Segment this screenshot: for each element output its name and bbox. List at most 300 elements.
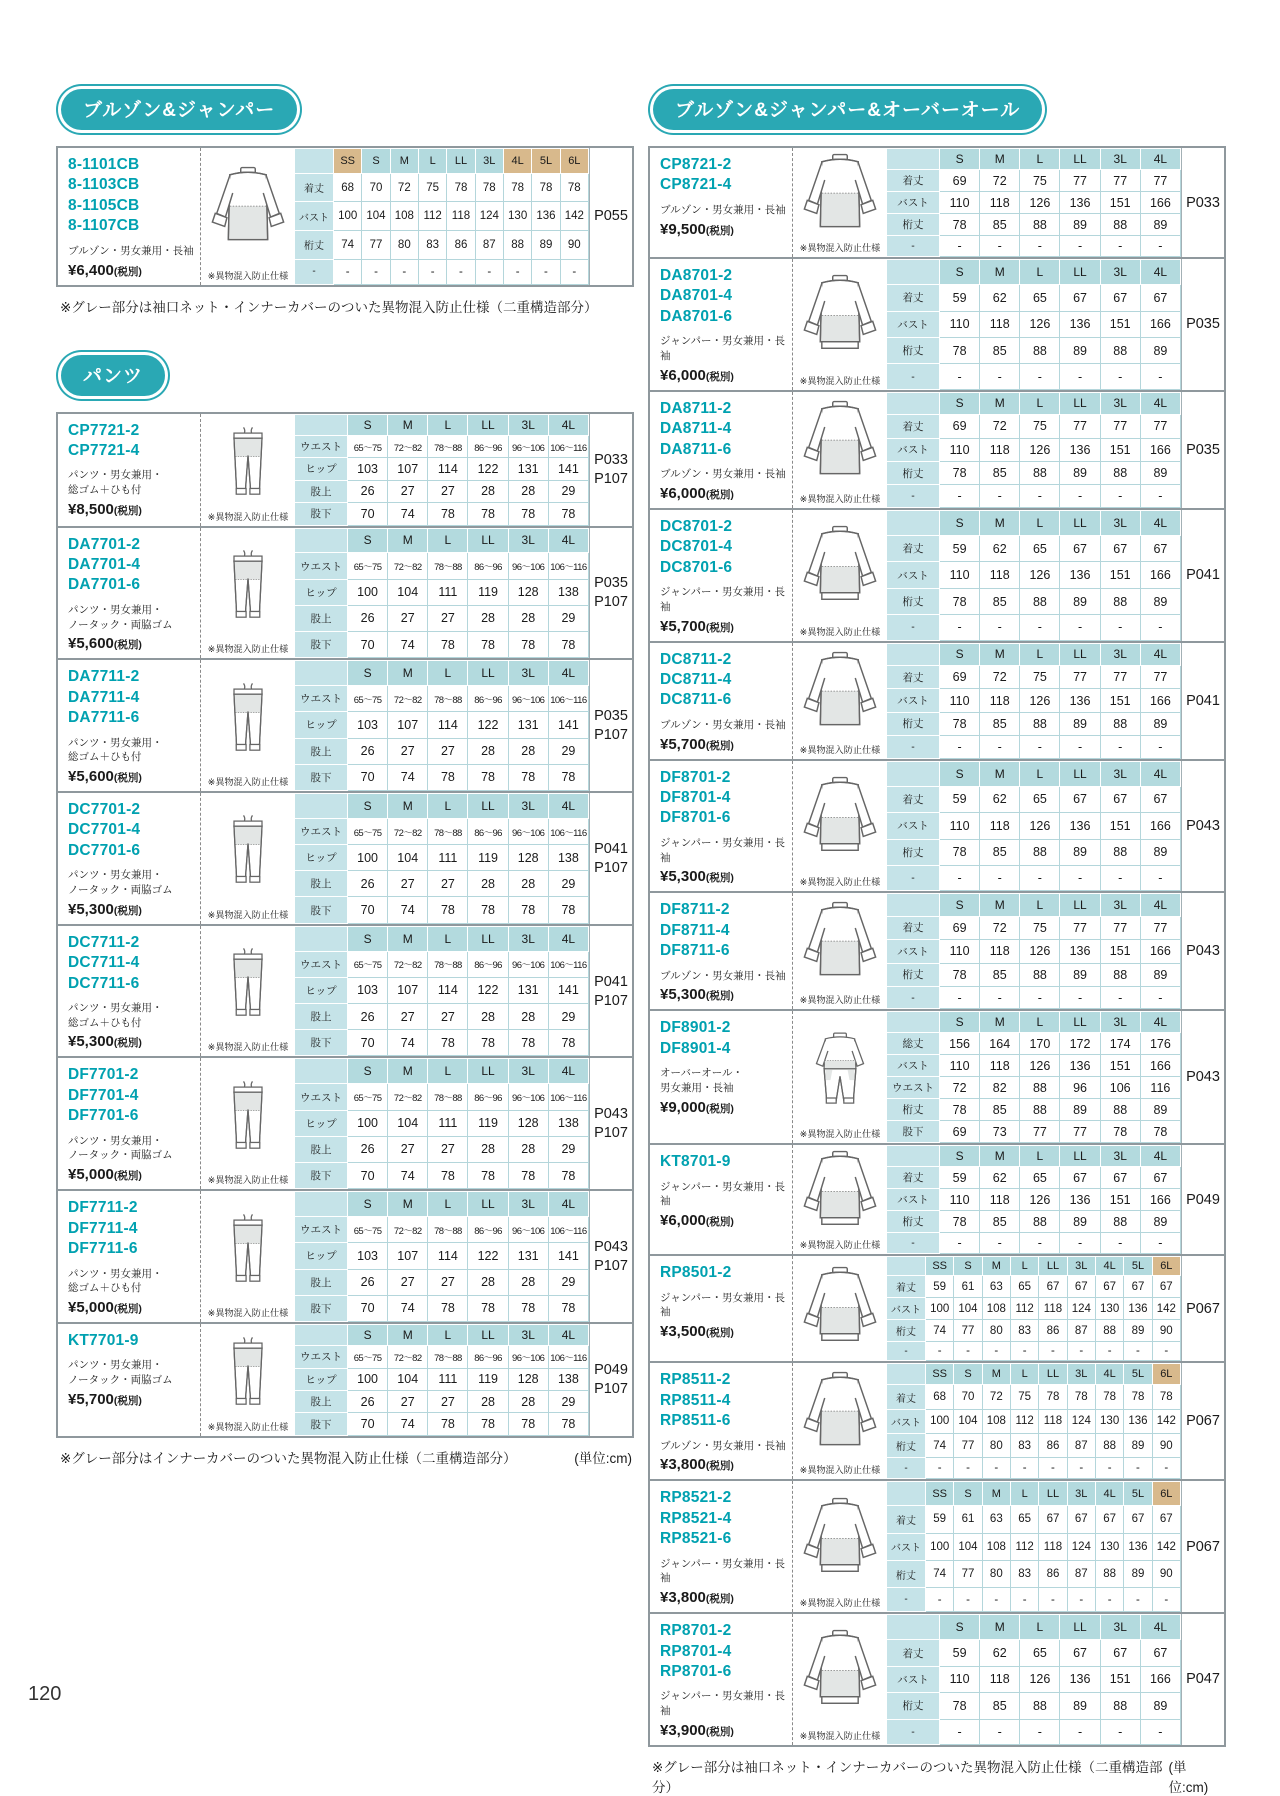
size-column-header: 3L [1100,894,1140,916]
product-row [648,146,1226,259]
product-codes [68,1065,194,1126]
measure-value: 118 [980,192,1020,214]
size-column-header: LL [468,1059,508,1084]
product-code: RP8501-2 [660,1264,732,1282]
measure-row [887,1588,1181,1612]
measure-value: 88 [1095,1434,1123,1458]
size-column-header: S [348,926,388,951]
measure-value: 136 [1060,940,1100,963]
measure-value: 138 [548,1110,588,1136]
measure-value: 142 [560,202,588,231]
measure-value: 126 [1020,438,1060,461]
measure-label: 股上 [295,605,348,631]
measure-value: 28 [468,1269,508,1295]
measure-value: 78 [548,897,588,923]
size-column-header: M [388,661,428,686]
measure-value: 67 [1060,786,1100,812]
measure-label: 着丈 [887,916,940,939]
measure-value: 27 [428,1269,468,1295]
measure-value: 89 [1060,1099,1100,1121]
section-footnote: ※グレー部分は袖口ネット・インナーカバーのついた異物混入防止仕様（二重構造部分） [60,299,598,315]
size-column-header: 5L [1124,1364,1152,1385]
page-reference [1181,1481,1224,1612]
measure-value: 118 [980,689,1020,712]
measure-row [887,940,1181,963]
measure-value: 124 [1067,1298,1095,1320]
price-tax-label: (税別) [705,1725,734,1738]
measure-value: 90 [560,231,588,260]
description-line: パンツ・男女兼用・ [68,469,163,482]
size-header-row [887,1257,1181,1276]
page-ref: P035 [1186,316,1220,333]
measure-value: 111 [428,1368,468,1390]
measure-label: ウエスト [295,435,348,457]
garment-illustration [792,643,886,759]
price-tax-label: (税別) [113,904,142,917]
measure-value: 86～96 [468,1084,508,1110]
measure-value: 118 [1039,1298,1067,1320]
measure-value: 26 [348,1269,388,1295]
measure-value: 88 [1100,1693,1140,1719]
measure-row [295,605,589,631]
product-price [660,868,786,885]
measure-value: 28 [468,605,508,631]
measure-row [887,1533,1181,1560]
product-row [648,891,1226,1011]
measure-row [887,916,1181,939]
page-reference [1181,643,1224,759]
measure-value: 86 [1039,1560,1067,1587]
measure-value: - [1020,364,1060,389]
measure-row [295,231,589,260]
price-amount: ¥6,000 [660,484,706,502]
measure-value: 104 [954,1409,982,1433]
size-column-header: 5L [1124,1482,1152,1506]
measure-value: 72～82 [388,1217,428,1243]
measure-value: 136 [1060,192,1100,214]
measure-value: - [1140,986,1180,1008]
size-column-header: S [940,643,980,665]
section-footnote: ※グレー部分はインナーカバーのついた異物混入防止仕様（二重構造部分） [60,1450,517,1466]
product-info [650,259,792,390]
measure-value: 78 [508,503,548,525]
measure-value: - [1152,1458,1180,1479]
measure-value: 78～88 [428,818,468,844]
size-column-header: 4L [1140,1615,1180,1640]
measure-value: - [1010,1588,1038,1612]
measure-value: - [1095,1342,1123,1361]
corner-cell [295,1192,348,1217]
measure-value: 103 [348,977,388,1003]
measure-value: 67 [1100,536,1140,562]
product-info [650,1614,792,1745]
page-ref: P107 [594,594,628,611]
measure-label: 着丈 [887,285,940,311]
measure-value: 116 [1140,1077,1180,1099]
product-description [660,467,786,482]
measure-row [295,712,589,738]
measure-value: 86～96 [468,1217,508,1243]
measure-value: - [980,485,1020,507]
measure-value: 164 [980,1033,1020,1055]
measure-value: 29 [548,605,588,631]
measure-value: 28 [508,480,548,502]
measure-value: 77 [1100,415,1140,438]
size-column-header: M [388,414,428,435]
price-tax-label: (税別) [113,1394,142,1407]
garment-illustration [200,1324,294,1436]
measure-value: 78 [428,897,468,923]
measure-value: 86～96 [468,686,508,712]
product-code: DF8701-6 [660,809,731,827]
measure-value: 63 [982,1276,1010,1298]
measure-label: 桁丈 [887,839,940,865]
measure-value: 96～106 [508,951,548,977]
measure-value: 77 [1060,1121,1100,1143]
measure-row [887,963,1181,986]
measure-value: 65～75 [348,553,388,579]
product-code: DF8711-6 [660,942,730,960]
size-table [294,528,589,659]
product-description [660,1689,786,1718]
price-tax-label: (税別) [705,739,734,752]
description-line: ブルゾン・男女兼用・長袖 [660,468,786,481]
measure-value: 89 [1140,963,1180,986]
measure-value: 67 [1100,1640,1140,1666]
measure-value: 96～106 [508,435,548,457]
product-description [68,868,194,897]
product-codes [660,1370,786,1431]
size-column-header: 6L [1152,1364,1180,1385]
measure-value: - [447,259,475,284]
measure-value: 96～106 [508,1217,548,1243]
product-info [650,1145,792,1254]
measure-row [295,818,589,844]
size-column-header: 3L [508,1192,548,1217]
measure-value: 77 [1060,415,1100,438]
size-column-header: S [348,1192,388,1217]
measure-label: 股上 [295,1136,348,1162]
measure-value: 87 [1067,1560,1095,1587]
measure-value: 107 [388,1243,428,1269]
product-code: DA7711-4 [68,688,140,706]
size-column-header: 4L [1140,149,1180,170]
size-column-header: S [940,149,980,170]
measure-value: 89 [1124,1320,1152,1342]
measure-value: 103 [348,458,388,480]
measure-label: ヒップ [295,458,348,480]
measure-label: バスト [887,1409,926,1433]
measure-value: 142 [1152,1533,1180,1560]
measure-value: 86 [1039,1320,1067,1342]
description-line: ブルゾン・男女兼用・長袖 [660,1439,786,1452]
measure-value: - [1020,615,1060,640]
product-price [68,1033,194,1050]
measure-label: 股上 [295,480,348,502]
measure-value: - [1060,485,1100,507]
price-amount: ¥3,900 [660,1721,706,1739]
measure-value: 85 [980,1099,1020,1121]
jumper-drawing [800,513,880,624]
page-ref: P043 [1186,943,1220,960]
description-line: ジャンパー・男女兼用・長袖 [660,1291,786,1319]
measure-value: 26 [348,871,388,897]
product-info [650,893,792,1009]
description-line: ジャンパー・男女兼用・長袖 [660,335,786,363]
measure-value: 28 [508,1269,548,1295]
measure-value: 78 [1140,1121,1180,1143]
measure-value: 78 [1095,1385,1123,1409]
product-codes [660,399,786,460]
product-codes [68,800,194,861]
description-line: 総ゴム＋ひも付 [68,484,142,497]
contamination-note: ※異物混入防止仕様 [207,644,288,655]
corner-cell [295,1324,348,1345]
size-column-header: L [428,926,468,951]
product-code: DC7711-6 [68,974,140,992]
measure-label: 着丈 [887,170,940,192]
measure-value: 63 [982,1506,1010,1533]
measure-value: - [1067,1342,1095,1361]
measure-row [887,562,1181,588]
measure-row [887,364,1181,389]
measure-value: - [1100,615,1140,640]
page-reference [589,660,632,791]
size-column-header: 3L [508,926,548,951]
product-codes [68,1331,194,1351]
measure-value: 85 [980,963,1020,986]
measure-row [295,553,589,579]
measure-label: 桁丈 [887,1320,926,1342]
product-description [660,585,786,614]
measure-value: 65 [1020,1167,1060,1189]
measure-value: 89 [1140,712,1180,735]
measure-value: 88 [1020,1693,1060,1719]
size-column-header: M [388,528,428,553]
size-column-header: S [362,149,390,174]
measure-value: 106～116 [548,818,588,844]
product-description [660,1557,786,1586]
measure-value: 75 [1020,170,1060,192]
right-column [648,84,1226,1796]
measure-value: 126 [1020,689,1060,712]
size-header-row [295,149,589,174]
size-column-header: LL [1060,643,1100,665]
measure-value: 80 [982,1320,1010,1342]
product-code: DF8901-2 [660,1019,731,1037]
measure-value: 28 [508,871,548,897]
measure-row [887,415,1181,438]
measure-value: 78～88 [428,1346,468,1368]
measure-value: 100 [926,1409,954,1433]
price-tax-label: (税別) [113,1037,142,1050]
measure-value: 85 [980,839,1020,865]
product-row [648,508,1226,643]
size-column-header: L [428,414,468,435]
measure-value: 88 [1100,214,1140,236]
measure-value: - [980,1233,1020,1254]
measure-value: 65 [1010,1506,1038,1533]
garment-illustration [792,1363,886,1479]
measure-value: - [1140,736,1180,758]
measure-row [887,536,1181,562]
measure-label: - [887,1342,926,1361]
product-price [68,501,194,518]
pants-drawing [213,796,283,907]
measure-value: 88 [1020,338,1060,364]
measure-value: 108 [982,1298,1010,1320]
size-column-header: 3L [475,149,503,174]
size-column-header: LL [1039,1482,1067,1506]
product-row [648,1612,1226,1747]
size-header-row [295,793,589,818]
contamination-note: ※異物混入防止仕様 [799,877,880,889]
size-column-header: M [980,761,1020,786]
size-column-header: L [428,1324,468,1345]
measure-row [887,712,1181,735]
measure-row [295,1084,589,1110]
contamination-note: ※異物混入防止仕様 [799,1465,880,1477]
product-description [660,718,786,733]
product-info [650,1256,792,1361]
product-info [58,148,200,285]
size-header-row [887,1615,1181,1640]
page-ref: P067 [1186,1413,1220,1430]
description-line: パンツ・男女兼用・ [68,1134,163,1147]
garment-illustration [792,148,886,257]
measure-value: 65～75 [348,686,388,712]
price-amount: ¥5,600 [68,635,114,653]
measure-value: 87 [475,231,503,260]
price-amount: ¥5,700 [68,1390,114,1408]
measure-value: 86 [1039,1434,1067,1458]
measure-value: 78 [940,963,980,986]
measure-label: バスト [887,1666,940,1692]
measure-value: 77 [1140,665,1180,688]
size-column-header: LL [468,414,508,435]
measure-value: 96～106 [508,553,548,579]
measure-value: 110 [940,438,980,461]
measure-value: 136 [1124,1298,1152,1320]
measure-row [295,845,589,871]
product-codes [660,155,786,196]
size-column-header: 4L [548,1324,588,1345]
size-table [886,1481,1181,1612]
size-column-header: M [980,510,1020,535]
measure-value: 72 [390,173,418,202]
measure-value: 72～82 [388,553,428,579]
size-column-header: LL [1060,761,1100,786]
size-table [886,761,1181,892]
measure-value: 104 [388,1110,428,1136]
measure-value: 114 [428,1243,468,1269]
measure-value: 78 [508,1162,548,1188]
garment-illustration [200,1191,294,1322]
section-badge: パンツ [61,355,165,396]
price-amount: ¥5,000 [68,1166,114,1184]
measure-value: 106～116 [548,435,588,457]
product-code: RP8521-4 [660,1509,732,1527]
measure-value: 78～88 [428,1217,468,1243]
measure-label: 桁丈 [887,1211,940,1233]
measure-value: - [1060,236,1100,257]
blouson-drawing [800,395,880,491]
measure-value: 67 [1140,786,1180,812]
blouson-drawing [800,896,880,992]
corner-cell [887,1257,926,1276]
measure-value: - [503,259,531,284]
measure-value: 29 [548,1391,588,1413]
measure-row [887,236,1181,257]
measure-value: 65～75 [348,1217,388,1243]
page-ref: P107 [594,859,628,876]
pants-drawing [213,929,283,1040]
measure-label: - [887,866,940,891]
measure-value: 26 [348,738,388,764]
measure-value: 77 [1060,916,1100,939]
measure-value: 77 [954,1560,982,1587]
measure-label: 桁丈 [887,1560,926,1587]
product-row [56,412,634,528]
measure-value: 29 [548,480,588,502]
product-info [58,528,200,659]
size-column-header: L [1010,1364,1038,1385]
measure-value: 78 [428,632,468,658]
measure-value: 151 [1100,689,1140,712]
contamination-note: ※異物混入防止仕様 [799,744,880,756]
measure-value: 112 [1010,1409,1038,1433]
product-code: DC7711-2 [68,933,140,951]
product-codes [660,768,786,829]
measure-value: 78 [468,1413,508,1435]
product-row [648,759,1226,894]
measure-row [295,764,589,790]
measure-value: 70 [348,1162,388,1188]
page-reference [1181,1614,1224,1745]
measure-row [295,738,589,764]
product-code: CP8721-4 [660,176,732,194]
product-row [56,924,634,1059]
measure-value: 78～88 [428,686,468,712]
measure-value: 78 [1152,1385,1180,1409]
product-price [68,1299,194,1316]
measure-value: 27 [428,871,468,897]
blouson-drawing [208,151,288,268]
measure-value: 142 [1152,1298,1180,1320]
measure-value: 78 [940,712,980,735]
product-code: DC8701-4 [660,538,733,556]
product-price [68,262,194,279]
measure-value: 89 [1060,588,1100,614]
measure-value: 96～106 [508,818,548,844]
measure-value: - [980,986,1020,1008]
size-column-header: S [940,392,980,414]
measure-row [295,458,589,480]
measure-value: 166 [1140,192,1180,214]
measure-value: 78 [548,503,588,525]
measure-value: 77 [954,1320,982,1342]
size-column-header: M [388,1324,428,1345]
measure-value: 80 [982,1560,1010,1587]
measure-value: - [1020,485,1060,507]
measure-value: 106 [1100,1077,1140,1099]
measure-value: 28 [468,1004,508,1030]
measure-value: 151 [1100,311,1140,337]
measure-label: - [887,1458,926,1479]
price-tax-label: (税別) [113,1302,142,1315]
measure-value: 78 [548,632,588,658]
measure-value: 124 [1067,1533,1095,1560]
